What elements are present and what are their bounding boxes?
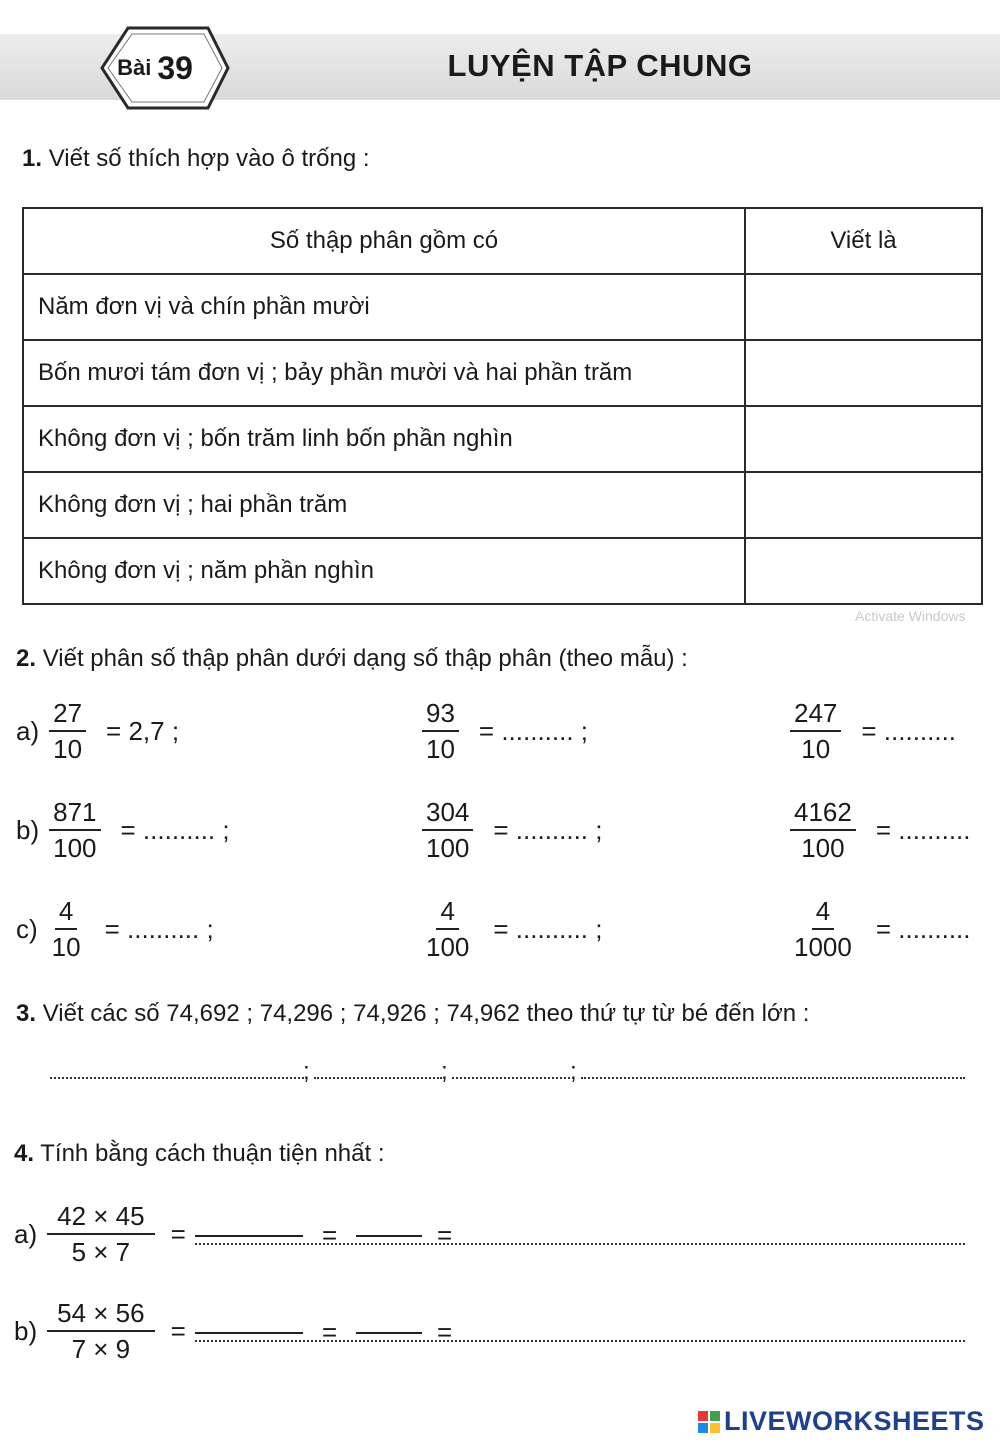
separator: ;	[441, 1058, 448, 1085]
order-blank-4[interactable]	[581, 1077, 965, 1079]
fraction	[47, 1203, 154, 1265]
q2-number: 2.	[16, 645, 37, 672]
row-description: Không đơn vị ; hai phần trăm	[23, 472, 745, 538]
logo-text: LIVEWORKSHEETS	[724, 1406, 985, 1436]
denominator: 7 × 9	[71, 1334, 131, 1364]
row-label: b)	[16, 814, 40, 845]
fraction-bar-blank[interactable]	[195, 1235, 303, 1237]
answer-cell[interactable]	[745, 472, 982, 538]
table-header-description: Số thập phân gồm có	[23, 208, 745, 274]
fraction	[790, 898, 856, 960]
answer-blank[interactable]: = ..........	[861, 715, 957, 746]
fraction	[790, 700, 841, 762]
answer-blank[interactable]: = .......... ;	[104, 913, 214, 944]
numerator: 27	[49, 700, 86, 732]
result: = 2,7 ;	[106, 715, 180, 746]
fraction	[422, 898, 473, 960]
equals-sign: =	[437, 1317, 453, 1347]
row-description: Năm đơn vị và chín phần mười	[23, 274, 745, 340]
q4-a-expression	[14, 1203, 186, 1265]
q4-b-expression	[14, 1300, 186, 1362]
fraction-bar-blank[interactable]	[195, 1332, 303, 1334]
q4-number: 4.	[14, 1140, 35, 1167]
table-header-row	[23, 208, 982, 274]
activate-windows-watermark: Activate Windows	[855, 608, 966, 624]
fraction	[47, 1300, 154, 1362]
equals-sign: =	[437, 1220, 453, 1250]
separator: ;	[570, 1058, 577, 1085]
row-label: a)	[16, 715, 40, 746]
answer-blank[interactable]: = ..........	[875, 913, 971, 944]
denominator: 100	[426, 833, 470, 863]
q3-number: 3.	[16, 1000, 37, 1027]
fraction	[49, 799, 100, 861]
q2-b-item-2	[414, 799, 602, 861]
page-title: LUYỆN TẬP CHUNG	[447, 48, 753, 83]
numerator: 871	[49, 799, 100, 831]
fraction-bar-blank[interactable]	[356, 1235, 422, 1237]
q2-c-item-1	[16, 898, 214, 960]
q2-a-item-1	[16, 700, 179, 762]
denominator: 100	[426, 932, 470, 962]
table-row	[23, 472, 982, 538]
q2-heading	[16, 645, 688, 673]
lesson-number: 39	[157, 49, 193, 86]
answer-cell[interactable]	[745, 538, 982, 604]
q4-heading	[14, 1140, 385, 1168]
row-label: c)	[16, 913, 38, 944]
table-row	[23, 340, 982, 406]
denominator: 100	[801, 833, 845, 863]
answer-blank[interactable]: = .......... ;	[120, 814, 230, 845]
numerator: 4	[812, 898, 834, 930]
q2-prompt: Viết phân số thập phân dưới dạng số thập phân (theo mẫu) :	[42, 645, 688, 672]
table-header-written: Viết là	[745, 208, 982, 274]
denominator: 1000	[794, 932, 852, 962]
q4-prompt: Tính bằng cách thuận tiện nhất :	[40, 1140, 385, 1167]
numerator: 4	[55, 898, 77, 930]
numerator: 304	[422, 799, 473, 831]
table-row	[23, 538, 982, 604]
fraction	[49, 700, 86, 762]
equals-sign: =	[170, 1218, 186, 1249]
denominator: 10	[801, 734, 831, 764]
numerator: 54 × 56	[47, 1300, 154, 1332]
equals-sign: =	[322, 1317, 338, 1347]
item-label: a)	[14, 1218, 38, 1249]
q1-number: 1.	[22, 145, 43, 172]
denominator: 10	[426, 734, 455, 764]
denominator: 100	[53, 833, 97, 863]
answer-blank[interactable]: = ..........	[875, 814, 971, 845]
fraction	[48, 898, 85, 960]
equals-sign: =	[170, 1315, 186, 1346]
row-description: Bốn mươi tám đơn vị ; bảy phần mười và hai phần trăm	[23, 340, 745, 406]
answer-line[interactable]	[195, 1243, 965, 1245]
answer-cell[interactable]	[745, 274, 982, 340]
liveworksheets-logo[interactable]	[698, 1406, 985, 1437]
row-description: Không đơn vị ; năm phần nghìn	[23, 538, 745, 604]
q3-prompt: Viết các số 74,692 ; 74,296 ; 74,926 ; 74,962 theo thứ tự từ bé đến lớn :	[42, 1000, 810, 1027]
numerator: 42 × 45	[47, 1203, 154, 1235]
q1-table	[22, 207, 983, 605]
equals-sign: =	[322, 1220, 338, 1250]
fraction	[790, 799, 856, 861]
numerator: 4	[436, 898, 458, 930]
q2-b-item-3	[782, 799, 971, 861]
q2-c-item-2	[414, 898, 602, 960]
table-row	[23, 274, 982, 340]
answer-blank[interactable]: = .......... ;	[493, 913, 603, 944]
q1-heading	[22, 145, 370, 173]
lesson-word: Bài	[117, 55, 152, 80]
answer-blank[interactable]: = .......... ;	[478, 715, 589, 746]
fraction	[422, 799, 473, 861]
fraction-bar-blank[interactable]	[356, 1332, 422, 1334]
answer-line[interactable]	[195, 1340, 965, 1342]
q3-heading	[16, 1000, 809, 1028]
q1-prompt: Viết số thích hợp vào ô trống :	[48, 145, 370, 172]
answer-blank[interactable]: = .......... ;	[493, 814, 603, 845]
numerator: 4162	[790, 799, 856, 831]
q2-c-item-3	[782, 898, 971, 960]
order-blank-2[interactable]	[314, 1077, 442, 1079]
row-description: Không đơn vị ; bốn trăm linh bốn phần nghìn	[23, 406, 745, 472]
order-blank-1[interactable]	[50, 1077, 304, 1079]
answer-cell[interactable]	[745, 340, 982, 406]
denominator: 5 × 7	[71, 1237, 131, 1267]
numerator: 247	[790, 700, 841, 732]
answer-cell[interactable]	[745, 406, 982, 472]
numerator: 93	[422, 700, 459, 732]
table-row	[23, 406, 982, 472]
q2-b-item-1	[16, 799, 230, 861]
fraction	[422, 700, 459, 762]
separator: ;	[303, 1058, 310, 1085]
denominator: 10	[53, 734, 83, 764]
item-label: b)	[14, 1315, 38, 1346]
lesson-badge	[80, 18, 230, 118]
denominator: 10	[51, 932, 81, 962]
q2-a-item-3	[782, 700, 956, 762]
logo-icon	[698, 1411, 720, 1433]
q2-a-item-2	[414, 700, 588, 762]
order-blank-3[interactable]	[452, 1077, 570, 1079]
